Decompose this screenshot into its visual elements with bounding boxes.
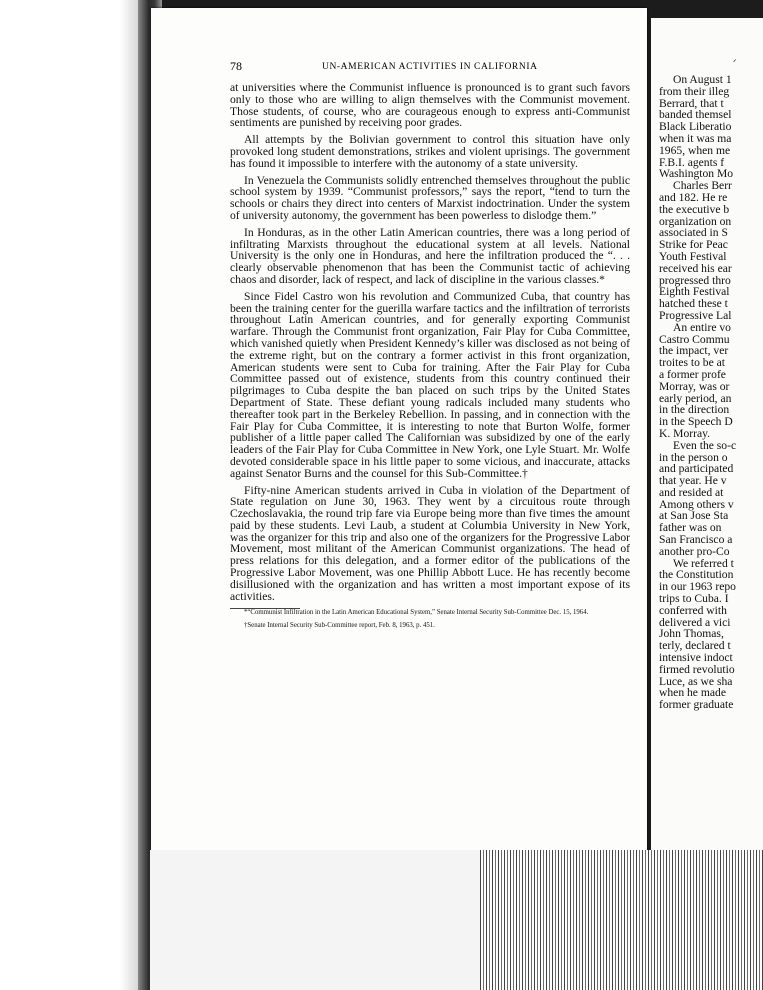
right-page-line: and participated: [659, 462, 734, 476]
right-page-line: from their illeg: [659, 84, 730, 98]
right-page-line: when it was ma: [659, 131, 732, 145]
right-page-line: early period, an: [659, 391, 732, 405]
right-page-line: Among others v: [659, 497, 734, 511]
right-page-line: Luce, as we sha: [659, 674, 733, 688]
right-page-line: father was on: [659, 521, 722, 535]
scan-artifact: [480, 850, 763, 990]
right-page-line: another pro-Co: [659, 544, 730, 558]
right-page-line: K. Morray.: [659, 426, 711, 440]
right-page-line: firmed revolutio: [659, 662, 735, 676]
right-page: [651, 18, 763, 850]
right-page-line: troites to be at: [659, 356, 726, 370]
right-page-line: We referred t: [673, 556, 734, 570]
right-page-text: [659, 74, 763, 711]
right-page-line: organization on: [659, 214, 732, 228]
right-page-line: in the direction: [659, 403, 730, 417]
right-page-line: a former profe: [659, 367, 726, 381]
right-page-line: the Constitution: [659, 568, 734, 582]
right-page-line: Even the so-c: [673, 438, 737, 452]
right-page-line: in our 1963 repo: [659, 580, 736, 594]
right-page-line: that year. He v: [659, 474, 727, 488]
left-page: [151, 8, 647, 850]
right-page-line: in the person o: [659, 450, 728, 464]
right-page-line: San Francisco a: [659, 533, 733, 547]
right-page-line: Charles Berr: [673, 179, 732, 193]
paragraph: In Honduras, as in the other Latin American countries, there was a long period of infiltrating Marxists throughout the educational system at all levels. National University is the only one in Honduras, and here the infiltration produced the “. . . clearly observable phenomenon that has been the Communist tactic of achieving chaos and disorder, lack of respect, and lack of discipline in the various classes.*: [230, 225, 630, 286]
right-page-line: at San Jose Sta: [659, 509, 729, 523]
paragraph: Fifty-nine American students arrived in Cuba in violation of the Department of State regulation on June 30, 1963. They went by a circuitous route through Czechoslavakia, the round trip fare via Europe being more than five times the amount paid by these students. Levi Laub, a student at Columbia University in New York, was the organizer for this trip and also one of the organizers for the Progressive Labor Movement, most militant of the American Communist organizations. The head of press relations for this delegation, and a former editor of the publications of the Progressive Labor Movement, was one Phillip Abbott Luce. He has recently become disillusioned with the organization and has written a most important expose of its activities.: [230, 483, 630, 603]
right-page-line: An entire vo: [673, 320, 731, 334]
right-page-line: Black Liberatio: [659, 120, 732, 134]
page-number: 78: [230, 59, 242, 73]
page-mark: ᐟ: [733, 58, 737, 67]
right-page-line: Berrard, that t: [659, 96, 724, 110]
right-page-line: Eighth Festival: [659, 285, 730, 299]
right-page-line: the executive b: [659, 202, 730, 216]
right-page-line: Strike for Peac: [659, 238, 728, 252]
scanner-bed: [150, 850, 763, 990]
right-page-line: associated in S: [659, 226, 728, 240]
right-page-line: terly, declared t: [659, 639, 731, 653]
right-page-line: hatched these t: [659, 297, 728, 311]
footnote: †Senate Internal Security Sub-Committee report, Feb. 8, 1963, p. 451.: [244, 621, 435, 629]
right-page-line: Washington Mo: [659, 167, 734, 181]
paragraph: Since Fidel Castro won his revolution and Communized Cuba, that country has been the training center for the guerilla warfare tactics and the infiltration of terrorists throughout Latin American countries, and for generally exporting Communist warfare. Through the Communist front organization, Fair Play for Cuba Committee, which vanished quietly when President Kennedy’s killer was disclosed as not being of the extreme right, but on the contrary a former activist in this front organization, American students were sent to Cuba for training. After the Fair Play for Cuba Committee passed out of existence, students from this country continued their pilgrimages to Cuba despite the ban placed on such trips by the United States Department of State. These defiant young radicals included many students who thereafter took part in the Berkeley Rebellion. In passing, and in connection with the Fair Play for Cuba Committee, it is interesting to note that Burton Wolfe, former publisher of a little paper called The Californian was subsidized by one of the early leaders of the Fair Play for Cuba Committee in New York, one Lyle Stuart. Mr. Wolfe devoted considerable space in his little paper to some vicious, and inaccurate, attacks against Senator Burns and the counsel for this Sub-Committee.†: [230, 289, 630, 480]
right-page-line: On August 1: [673, 73, 732, 86]
paragraph: All attempts by the Bolivian government to control this situation have only provoked long student demonstrations, strikes and violent uprisings. The government has found it impossible to interfere with the autonomy of a state university.: [230, 133, 630, 170]
right-page-line: when he made: [659, 686, 726, 700]
right-page-line: Progressive Lal: [659, 308, 732, 322]
right-page-line: intensive indoct: [659, 651, 733, 665]
right-page-line: John Thomas,: [659, 627, 724, 641]
body-text: [230, 82, 630, 634]
right-page-line: trips to Cuba. I: [659, 592, 729, 606]
right-page-line: Castro Commu: [659, 332, 730, 346]
footnote: *“Communist Infiltration in the Latin American Educational System,” Senate Internal Security Sub-Committee Dec. 15, 1964.: [244, 609, 589, 617]
right-page-line: in the Speech D: [659, 415, 733, 429]
running-title: UN-AMERICAN ACTIVITIES IN CALIFORNIA: [322, 62, 538, 72]
right-page-line: progressed thro: [659, 273, 731, 287]
paragraph: at universities where the Communist influence is pronounced is to grant such favors only to those who are willing to align themselves with the Communist movement. Those students, of course, who are courageous enough to express anti-Communist sentiments are punished by receiving poor grades.: [230, 81, 630, 130]
right-page-line: and 182. He re: [659, 190, 728, 204]
right-page-line: and resided at: [659, 485, 724, 499]
right-page-line: the impact, ver: [659, 344, 729, 358]
right-page-line: Youth Festival: [659, 249, 727, 263]
right-page-line: F.B.I. agents f: [659, 155, 725, 169]
right-page-line: delivered a vici: [659, 615, 731, 629]
paragraph: In Venezuela the Communists solidly entrenched themselves throughout the public school system by 1939. “Communist professors,” says the report, “tend to turn the schools or chairs they direct into centers of Marxist indoctrination. Under the system of university autonomy, the government has been powerless to dislodge them.”: [230, 173, 630, 222]
right-page-line: Morray, was or: [659, 379, 730, 393]
right-page-line: conferred with: [659, 603, 727, 617]
right-page-line: received his ear: [659, 261, 732, 275]
left-page-margin: [0, 0, 150, 990]
right-page-line: 1965, when me: [659, 143, 731, 157]
right-page-line: banded themsel: [659, 108, 732, 122]
right-page-line: former graduate: [659, 698, 734, 712]
